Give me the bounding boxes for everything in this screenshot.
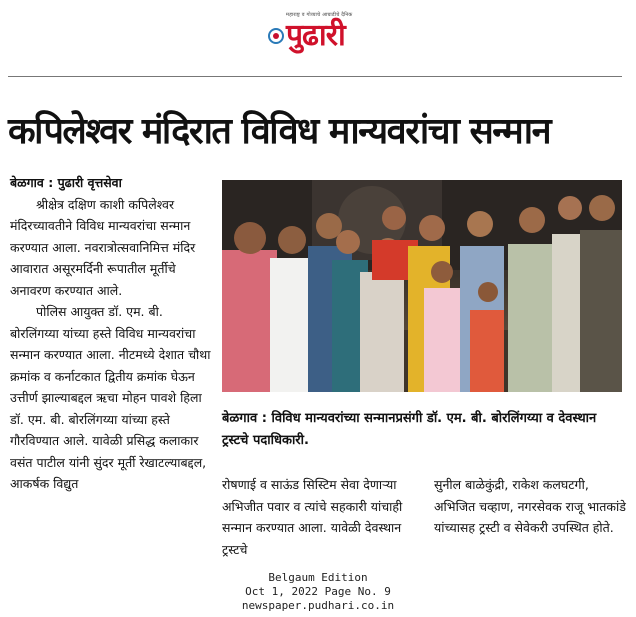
article-column-2: रोषणाई व साऊंड सिस्टिम सेवा देणाऱ्या अभिजीत पवार व त्यांचे सहकारी यांचाही सन्मान करण्यात आला. यावेळी देवस्थान ट्रस्टचे: [222, 477, 403, 557]
seal-icon: [268, 28, 284, 44]
paragraph: श्रीक्षेत्र दक्षिण काशी कपिलेश्वर मंदिरच्यावतीने विविध मान्यवरांचा सन्मान करण्यात आला. नवरात्रोत्सवानिमित्त मंदिर आवारात असूरमर्दिनी रूपातील मूर्तीचे अनावरण करण्यात आले.: [10, 196, 196, 298]
edition-date-page: Oct 1, 2022 Page No. 9: [245, 585, 391, 598]
edition-footer: [0, 571, 636, 613]
edition-name: Belgaum Edition: [268, 571, 368, 584]
paragraph: पोलिस आयुक्त डॉ. एम. बी. बोरलिंगय्या यांच्या हस्ते विविध मान्यवरांचा सन्मान करण्यात आला. नीटमध्ये देशात चौथा क्रमांक व कर्नाटकात द्वितीय क्रमांक घेऊन उत्तीर्ण झाल्याबद्दल ऋचा मोहन पावशे हिला डॉ. एम. बी. बोरलिंगय्या यांच्या हस्ते गौरविण्यात आले. यावेळी प्रसिद्ध कलाकार वसंत पाटील यांनी सुंदर मूर्ती रेखाटल्याबद्दल, आकर्षक विद्युत: [10, 304, 211, 491]
article-photo: [222, 180, 622, 392]
article-column-3: सुनील बाळेकुंद्री, राकेश कलघटगी, अभिजित चव्हाण, नगरसेवक राजू भातकांडे यांच्यासह ट्रस्टी व सेवेकरी उपस्थित होते.: [434, 477, 626, 535]
article-headline: कपिलेश्वर मंदिरात विविध मान्यवरांचा सन्मान: [8, 111, 551, 152]
logo-tagline: महाराष्ट्र व गोव्याचे आघाडीचे दैनिक: [286, 12, 353, 18]
masthead: [0, 0, 636, 68]
masthead-divider: [8, 76, 622, 77]
edition-url[interactable]: newspaper.pudhari.co.in: [241, 599, 395, 612]
logo-wordmark: पुढारी: [286, 18, 345, 53]
dateline: बेळगाव : पुढारी वृत्तसेवा: [10, 175, 122, 190]
photo-caption: बेळगाव : विविध मान्यवरांच्या सन्मानप्रसंगी डॉ. एम. बी. बोरलिंगय्या व देवस्थान ट्रस्टचे पदाधिकारी.: [222, 411, 597, 448]
pudhari-logo[interactable]: [268, 10, 370, 56]
article-column-1: [10, 172, 215, 495]
